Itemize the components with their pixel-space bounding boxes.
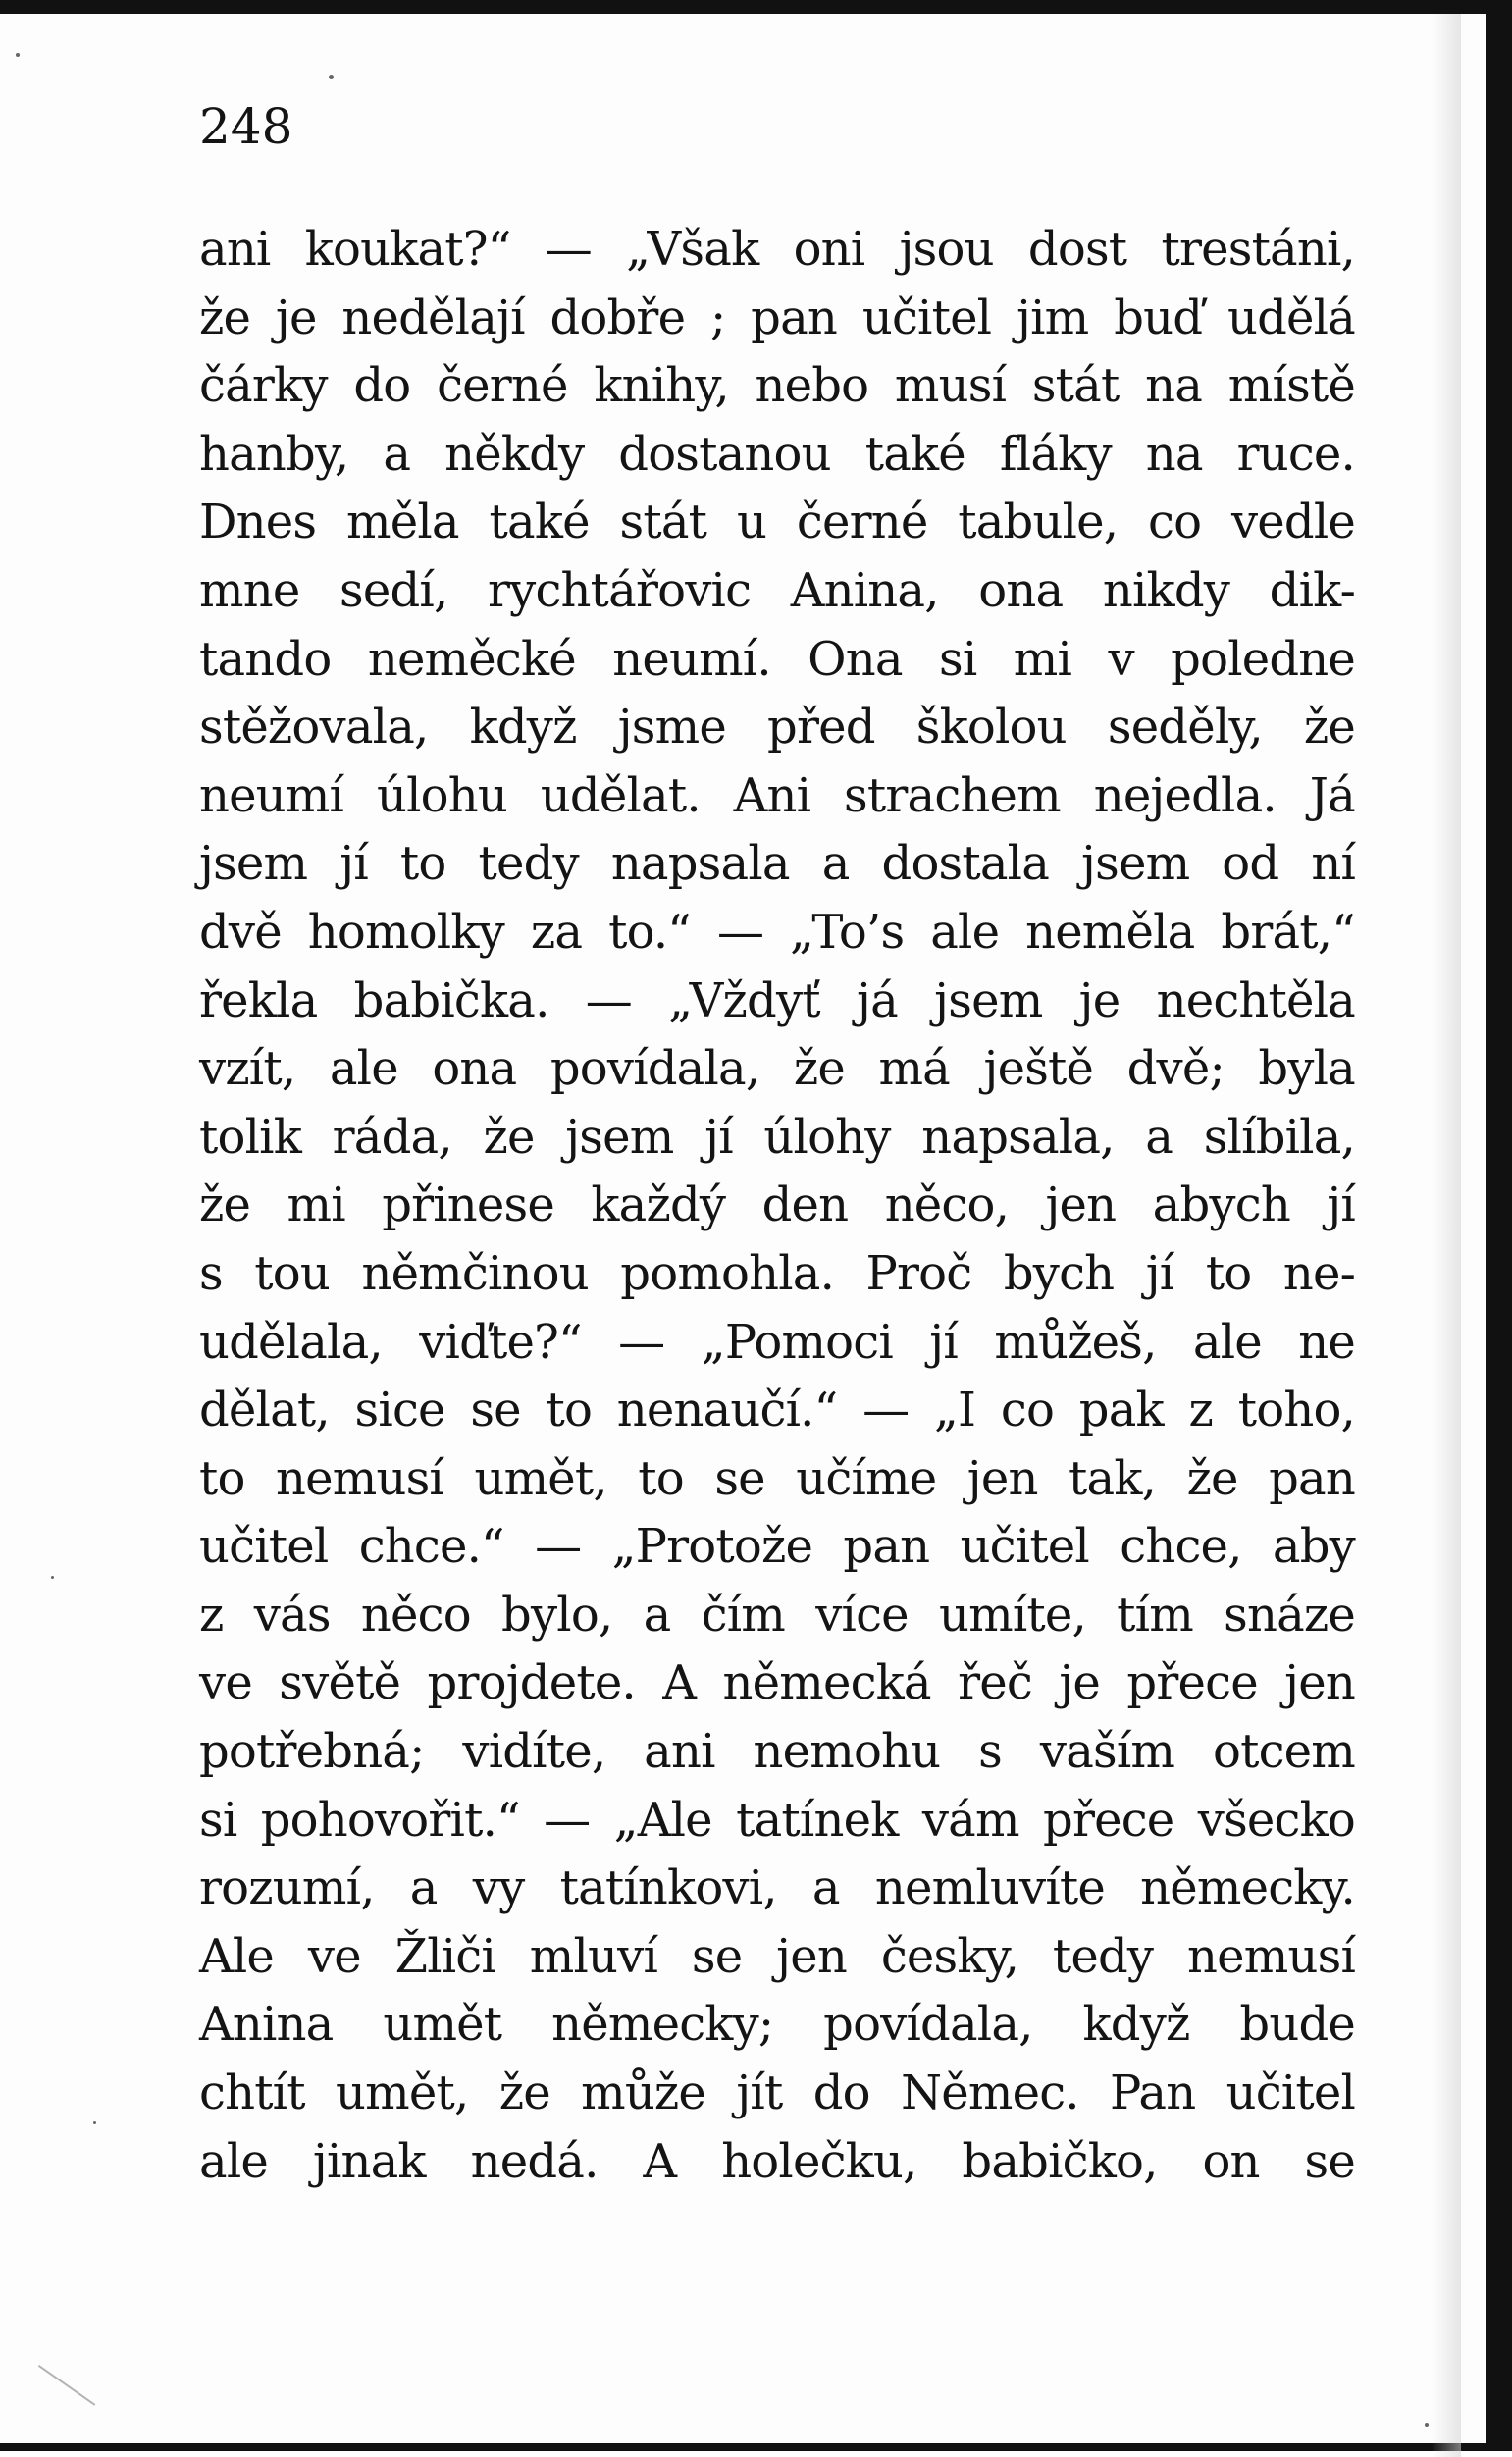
text-line: s tou němčinou pomohla. Proč bych jí to ne- xyxy=(199,1245,1355,1301)
body-text xyxy=(199,216,1355,2196)
text-line: dělat, sice se to nenaučí.“ — „I co pak z toho, xyxy=(199,1383,1355,1438)
ink-speck xyxy=(16,53,20,57)
text-line: že je nedělají dobře ; pan učitel jim buď udělá xyxy=(199,289,1355,345)
text-line: jsem jí to tedy napsala a dostala jsem od ní xyxy=(199,836,1355,892)
text-line: mne sedí, rychtářovic Anina, ona nikdy dik- xyxy=(199,562,1355,618)
text-line: tando neměcké neumí. Ona si mi v poledne xyxy=(199,631,1355,687)
text-line: chtít umět, že může jít do Němec. Pan učitel xyxy=(199,2065,1355,2121)
text-line: učitel chce.“ — „Protože pan učitel chce, aby xyxy=(199,1519,1355,1575)
text-line: si pohovořit.“ — „Ale tatínek vám přece všecko xyxy=(199,1792,1355,1848)
text-line: ani koukat?“ — „Však oni jsou dost trestáni, xyxy=(199,222,1355,277)
text-line: hanby, a někdy dostanou také fláky na ruce. xyxy=(199,426,1355,482)
text-line: potřebná; vidíte, ani nemohu s vaším otcem xyxy=(199,1724,1355,1780)
ink-speck xyxy=(93,2121,96,2124)
text-line: tolik ráda, že jsem jí úlohy napsala, a slíbila, xyxy=(199,1109,1355,1165)
text-line: že mi přinese každý den něco, jen abych jí xyxy=(199,1177,1355,1233)
page-corner-mark xyxy=(4,2365,95,2454)
text-line: Dnes měla také stát u černé tabule, co vedle xyxy=(199,495,1355,550)
text-line: stěžovala, když jsme před školou seděly, že xyxy=(199,700,1355,756)
page-edge-shadow xyxy=(1432,14,1461,2457)
text-line: ve světě projdete. A německá řeč je přece jen xyxy=(199,1655,1355,1711)
text-line: rozumí, a vy tatínkovi, a nemluvíte německy. xyxy=(199,1860,1355,1916)
text-line: udělala, viďte?“ — „Pomoci jí můžeš, ale ne xyxy=(199,1314,1355,1370)
text-line: dvě homolky za to.“ — „To’s ale neměla brát,“ xyxy=(199,904,1355,960)
ink-speck xyxy=(51,1576,54,1579)
text-line: to nemusí umět, to se učíme jen tak, že pan xyxy=(199,1450,1355,1506)
page-number: 248 xyxy=(199,98,293,155)
text-line: čárky do černé knihy, nebo musí stát na místě xyxy=(199,358,1355,414)
text-line: z vás něco bylo, a čím více umíte, tím snáze xyxy=(199,1587,1355,1643)
text-line: řekla babička. — „Vždyť já jsem je nechtěla xyxy=(199,972,1355,1028)
text-line: ale jinak nedá. A holečku, babičko, on se xyxy=(199,2133,1355,2189)
ink-speck xyxy=(1425,2423,1429,2427)
ink-speck xyxy=(329,75,334,79)
text-line: vzít, ale ona povídala, že má ještě dvě; byla xyxy=(199,1041,1355,1097)
text-line: neumí úlohu udělat. Ani strachem nejedla. Já xyxy=(199,767,1355,823)
text-line: Anina umět německy; povídala, když bude xyxy=(199,1997,1355,2053)
text-line: Ale ve Žliči mluví se jen česky, tedy nemusí xyxy=(199,1928,1355,1984)
